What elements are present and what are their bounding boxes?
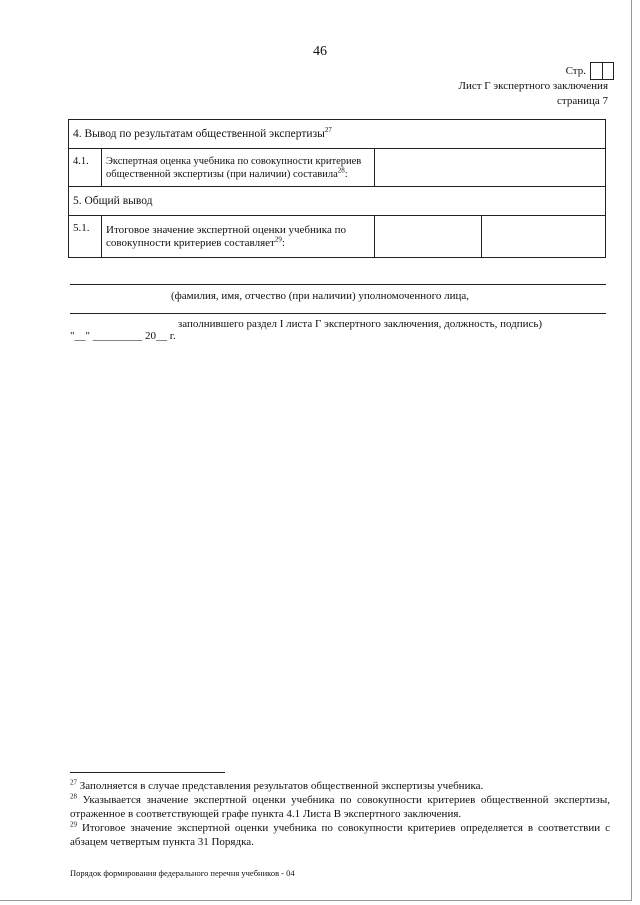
page-footer: Порядок формирования федерального перечня учебников - 04	[70, 868, 295, 878]
item-5-1-value-cell[interactable]	[375, 216, 482, 258]
sheet-title: Лист Г экспертного заключения	[458, 80, 608, 92]
item-5-1-extra-cell[interactable]	[482, 216, 606, 258]
footnote-ref-28: 28	[337, 166, 345, 174]
section-5-header: 5. Общий вывод	[69, 187, 606, 216]
footnote-29: $^{29}$ Итоговое значение экспертной оценки учебника по совокупности критериев определяется в соответствии с абзацем четвертым пункта 31 Порядка.	[70, 820, 610, 848]
footnote-ref-29: 29	[274, 234, 282, 243]
signature-label-2: заполнившего раздел I листа Г экспертного заключения, должность, подпись)	[177, 318, 543, 330]
signature-line-1	[70, 284, 606, 285]
item-5-1-row	[69, 216, 606, 258]
page-box-label: Стр.	[565, 65, 586, 77]
footnote-28: $^{28}$ Указывается значение экспертной оценки учебника по совокупности критериев общественной экспертизы, отраженное в соответствующей графе пункта 4.1 Листа В экспертного заключения.	[70, 792, 610, 820]
item-5-1-text: Итоговое значение экспертной оценки учебника по совокупности критериев составляет$^{29}$:	[102, 216, 375, 258]
page-box-row	[566, 62, 614, 80]
footnote-separator	[70, 772, 225, 773]
footnote-27: $^{27}$ Заполняется в случае представления результатов общественной экспертизы учебника.	[70, 778, 484, 792]
section-4-row	[69, 120, 606, 149]
item-4-1-number: 4.1.	[69, 149, 102, 187]
item-4-1-value-cell[interactable]	[375, 149, 606, 187]
section-4-header: 4. Вывод по результатам общественной экспертизы$^{27}$	[69, 120, 606, 149]
footnote-ref-27: 27	[324, 126, 332, 135]
item-5-1-number: 5.1.	[69, 216, 102, 258]
item-4-1-row	[69, 149, 606, 187]
conclusion-table	[68, 119, 606, 258]
signature-line-2	[70, 313, 606, 314]
footnotes	[70, 779, 610, 849]
section-5-row	[69, 187, 606, 216]
signature-label-1: (фамилия, имя, отчество (при наличии) уполномоченного лица,	[170, 290, 470, 302]
item-4-1-text: Экспертная оценка учебника по совокупности критериев общественной экспертизы (при наличии) составила$^{28}$:	[102, 149, 375, 187]
sheet-page: страница 7	[557, 95, 608, 107]
date-field: "__" _________ 20__ г.	[70, 330, 176, 342]
page-number: 46	[313, 44, 327, 59]
page-number-box[interactable]	[590, 62, 614, 80]
